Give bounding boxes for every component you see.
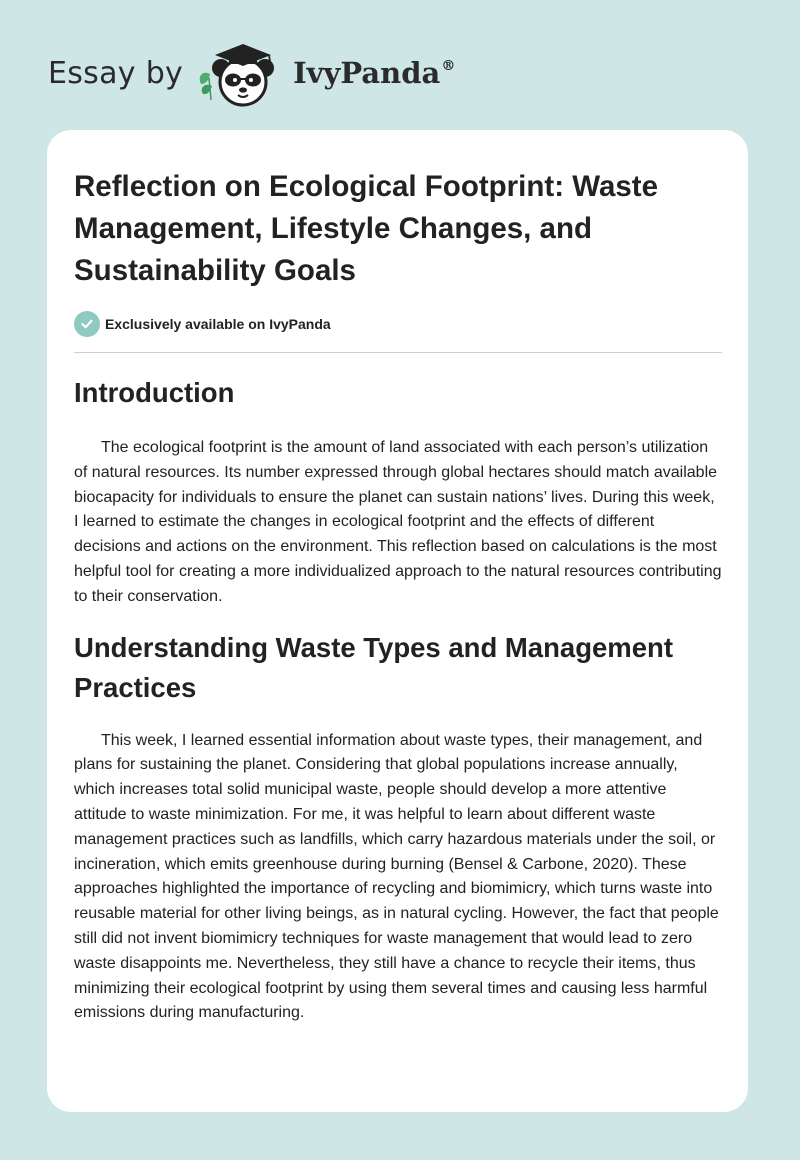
essay-by-label: Essay by [48,55,184,91]
section-paragraph-waste-types: This week, I learned essential information about waste types, their management, and plans for sustaining the planet. Considering that global populations increase annually, which increases total solid municipal waste, people should develop a more attentive attitude to waste minimization. For me, it was helpful to learn about different waste management practices such as landfills, which carry hazardous materials under the soil, or incineration, which emits greenhouse during burning (Bensel & Carbone, 2020). These approaches highlighted the importance of recycling and biomimicry, which turns waste into reusable material for other living beings, as in natural cycling. However, the fact that people still did not invent biomimicry techniques for waste management that would lead to zero waste disappoints me. Nevertheless, they still have a chance to recycle their items, thus minimizing their ecological footprint by using them several times and causing less harmful emissions during manufacturing. [74,731,719,1022]
panda-graduate-icon[interactable] [197,38,289,108]
divider [74,352,722,353]
brand-name[interactable]: IvyPanda® [293,56,456,90]
section-heading-waste-types: Understanding Waste Types and Management Practices [74,631,673,703]
exclusive-badge [74,311,722,337]
section-heading-introduction: Introduction [74,377,235,408]
section-paragraph-introduction: The ecological footprint is the amount of land associated with each person’s utilization of natural resources. Its number expressed through global hectares should match available biocapacity for individuals to ensure the planet can sustain nations’ lives. During this week, I learned to estimate the changes in ecological footprint and the effects of different decisions and actions on the environment. This reflection based on calculations is the most helpful tool for creating a more individualized approach to the natural resources contributing to their conservation. [74,439,722,605]
essay-title: Reflection on Ecological Footprint: Waste Management, Lifestyle Changes, and Sustainability Goals [74,170,659,287]
site-header [48,38,455,108]
exclusive-label: Exclusively available on IvyPanda [105,316,331,332]
check-icon [74,311,100,337]
essay-card [47,130,748,1112]
